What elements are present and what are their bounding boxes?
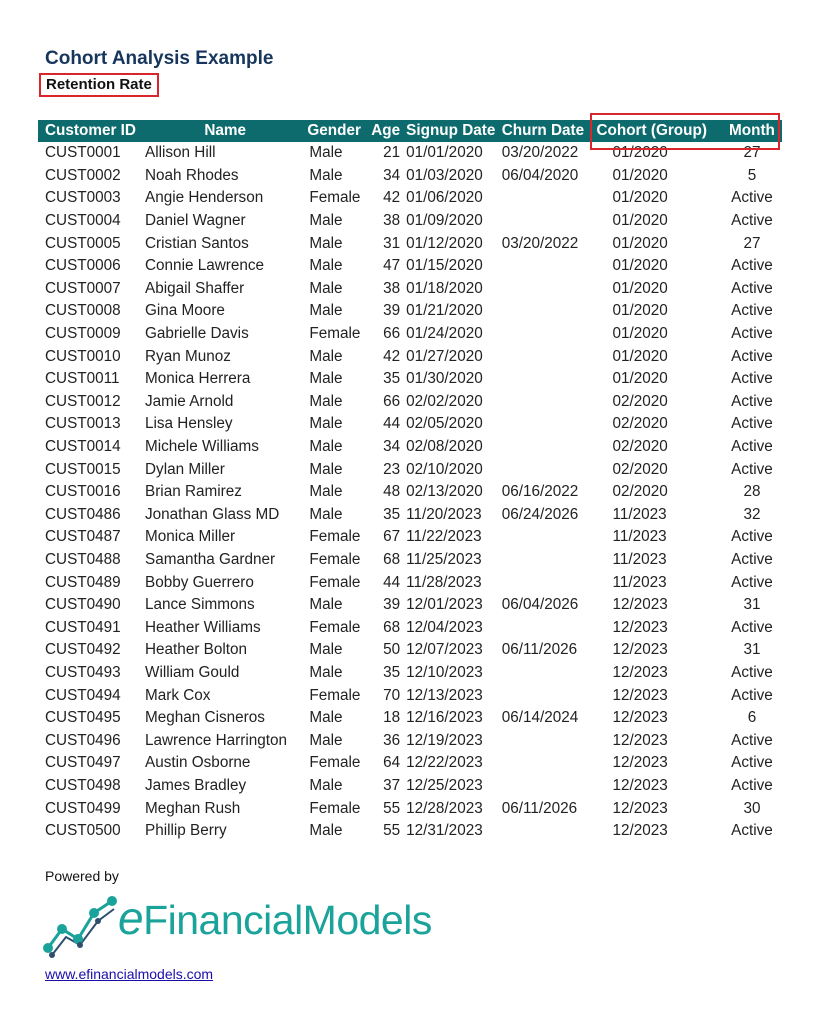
cell-name: Phillip Berry: [145, 822, 227, 840]
cell-customer-id: CUST0487: [45, 528, 121, 546]
table-body: [38, 142, 782, 842]
table-row: [38, 526, 782, 549]
cell-age: 55: [383, 799, 401, 817]
cell-age: 68: [383, 618, 401, 636]
cell-customer-id: CUST0006: [45, 257, 121, 275]
cell-name: Mark Cox: [145, 686, 211, 704]
cell-name: Gabrielle Davis: [145, 325, 249, 343]
cell-signup-date: 11/28/2023: [406, 573, 482, 591]
table-row: [38, 775, 782, 798]
cell-customer-id: CUST0499: [45, 799, 121, 817]
logo-rest: FinancialModels: [143, 897, 432, 943]
cell-month: Active: [731, 663, 773, 681]
cell-cohort: 12/2023: [612, 641, 668, 659]
cell-month: 31: [743, 641, 761, 659]
cell-age: 70: [383, 686, 401, 704]
cell-gender: Male: [309, 731, 343, 749]
cell-age: 18: [383, 709, 401, 727]
cell-month: 5: [747, 166, 757, 184]
cell-age: 35: [383, 663, 401, 681]
cell-churn-date: [500, 300, 593, 323]
cell-gender: Female: [309, 189, 361, 207]
header-cohort-group: Cohort (Group): [592, 120, 721, 142]
cell-cohort: 12/2023: [612, 686, 668, 704]
header-gender: Gender: [307, 120, 368, 142]
cell-cohort: 12/2023: [612, 799, 668, 817]
cell-cohort: 12/2023: [612, 618, 668, 636]
cell-signup-date: 12/28/2023: [406, 799, 483, 817]
cell-signup-date: 01/27/2020: [406, 347, 483, 365]
logo-e: e: [118, 892, 144, 944]
cell-customer-id: CUST0007: [45, 279, 121, 297]
cell-churn-date: [500, 413, 593, 436]
cell-signup-date: 11/22/2023: [406, 528, 482, 546]
cell-month: Active: [731, 731, 773, 749]
efinancialmodels-logo[interactable]: [40, 892, 432, 963]
cell-customer-id: CUST0013: [45, 415, 121, 433]
cell-gender: Male: [309, 641, 343, 659]
cell-age: 38: [383, 279, 401, 297]
cell-gender: Male: [309, 279, 343, 297]
cell-customer-id: CUST0489: [45, 573, 121, 591]
cell-customer-id: CUST0488: [45, 550, 121, 568]
cell-month: Active: [731, 686, 773, 704]
cell-month: Active: [731, 415, 773, 433]
cell-signup-date: 12/22/2023: [406, 754, 483, 772]
cell-customer-id: CUST0016: [45, 483, 121, 501]
table-row: [38, 458, 782, 481]
cell-age: 42: [383, 347, 401, 365]
cell-age: 47: [383, 257, 401, 275]
cell-gender: Male: [309, 505, 343, 523]
cell-gender: Female: [309, 618, 361, 636]
cell-customer-id: CUST0010: [45, 347, 121, 365]
cell-name: Jonathan Glass MD: [145, 505, 280, 523]
table-row: [38, 210, 782, 233]
cell-month: Active: [731, 325, 773, 343]
table-row: [38, 752, 782, 775]
cell-cohort: 01/2020: [612, 302, 668, 320]
table-row: [38, 278, 782, 301]
cell-signup-date: 01/24/2020: [406, 325, 483, 343]
header-customer-id: Customer ID: [38, 120, 143, 142]
cell-customer-id: CUST0497: [45, 754, 121, 772]
cell-customer-id: CUST0005: [45, 234, 121, 252]
cell-churn-date: 03/20/2022: [501, 144, 579, 162]
cell-name: Abigail Shaffer: [145, 279, 245, 297]
cell-gender: Male: [309, 257, 343, 275]
table-row: [38, 481, 782, 504]
cell-signup-date: 01/18/2020: [406, 279, 483, 297]
cell-age: 48: [383, 483, 401, 501]
cell-name: Dylan Miller: [145, 460, 225, 478]
cell-customer-id: CUST0012: [45, 392, 121, 410]
cell-signup-date: 01/21/2020: [406, 302, 483, 320]
table-row: [38, 820, 782, 843]
cell-cohort: 11/2023: [612, 505, 667, 523]
cell-age: 67: [383, 528, 401, 546]
cell-churn-date: [500, 549, 593, 572]
cell-name: Lance Simmons: [145, 596, 255, 614]
cell-month: Active: [731, 257, 773, 275]
cell-cohort: 01/2020: [612, 212, 668, 230]
cell-age: 44: [383, 415, 401, 433]
cell-name: Daniel Wagner: [145, 212, 246, 230]
cell-signup-date: 12/25/2023: [406, 776, 483, 794]
cell-gender: Female: [309, 573, 361, 591]
cell-cohort: 12/2023: [612, 754, 668, 772]
cell-churn-date: [500, 345, 593, 368]
cell-gender: Male: [309, 415, 343, 433]
cell-month: Active: [731, 550, 773, 568]
cell-churn-date: 06/11/2026: [501, 641, 578, 659]
cell-gender: Male: [309, 663, 343, 681]
cell-gender: Male: [309, 144, 343, 162]
cell-month: Active: [731, 618, 773, 636]
cell-age: 66: [383, 325, 401, 343]
cell-name: Meghan Rush: [145, 799, 241, 817]
cell-churn-date: [500, 436, 593, 459]
cell-name: Heather Williams: [145, 618, 261, 636]
cell-gender: Female: [309, 528, 361, 546]
cell-month: Active: [731, 392, 773, 410]
table-row: [38, 729, 782, 752]
cell-cohort: 02/2020: [612, 438, 668, 456]
cell-churn-date: [500, 255, 593, 278]
cell-month: Active: [731, 438, 773, 456]
cell-age: 38: [383, 212, 401, 230]
cell-cohort: 12/2023: [612, 596, 668, 614]
cell-age: 66: [383, 392, 401, 410]
cell-cohort: 12/2023: [612, 776, 668, 794]
cell-customer-id: CUST0491: [45, 618, 121, 636]
cell-cohort: 01/2020: [612, 347, 668, 365]
cell-cohort: 12/2023: [612, 822, 668, 840]
cell-signup-date: 01/01/2020: [406, 144, 483, 162]
header-name: Name: [143, 120, 307, 142]
document-title: Cohort Analysis Example: [45, 48, 274, 69]
cell-cohort: 11/2023: [612, 528, 667, 546]
cell-age: 42: [383, 189, 401, 207]
cell-gender: Male: [309, 370, 343, 388]
cell-customer-id: CUST0495: [45, 709, 121, 727]
table-row: [38, 142, 782, 165]
cell-name: William Gould: [145, 663, 240, 681]
cell-signup-date: 01/03/2020: [406, 166, 483, 184]
cell-name: Connie Lawrence: [145, 257, 265, 275]
cell-age: 50: [383, 641, 401, 659]
cell-name: Monica Miller: [145, 528, 236, 546]
cell-name: Allison Hill: [145, 144, 216, 162]
table-row: [38, 504, 782, 527]
table-row: [38, 616, 782, 639]
cell-churn-date: 06/04/2026: [501, 596, 579, 614]
cell-cohort: 01/2020: [612, 166, 668, 184]
cell-churn-date: [500, 278, 593, 301]
cell-gender: Male: [309, 709, 343, 727]
cell-churn-date: 06/24/2026: [501, 505, 579, 523]
cell-cohort: 11/2023: [612, 573, 667, 591]
cell-month: Active: [731, 573, 773, 591]
cell-cohort: 01/2020: [612, 370, 668, 388]
cell-month: 27: [743, 234, 761, 252]
cell-age: 64: [383, 754, 401, 772]
cell-cohort: 12/2023: [612, 709, 668, 727]
cell-churn-date: [500, 616, 593, 639]
cell-name: Meghan Cisneros: [145, 709, 265, 727]
cohort-table: [38, 120, 782, 842]
cell-gender: Male: [309, 776, 343, 794]
cell-signup-date: 01/30/2020: [406, 370, 483, 388]
cell-customer-id: CUST0008: [45, 302, 121, 320]
cell-cohort: 01/2020: [612, 234, 668, 252]
cell-month: Active: [731, 460, 773, 478]
cell-churn-date: [500, 368, 593, 391]
cell-signup-date: 12/04/2023: [406, 618, 483, 636]
cell-name: Angie Henderson: [145, 189, 264, 207]
cell-gender: Female: [309, 550, 361, 568]
table-row: [38, 707, 782, 730]
cell-month: Active: [731, 279, 773, 297]
table-row: [38, 187, 782, 210]
cell-churn-date: [500, 684, 593, 707]
cell-month: 27: [743, 144, 761, 162]
cell-month: Active: [731, 347, 773, 365]
table-row: [38, 797, 782, 820]
cell-customer-id: CUST0001: [45, 144, 121, 162]
cell-month: 30: [743, 799, 761, 817]
cell-churn-date: [500, 210, 593, 233]
cell-signup-date: 01/12/2020: [406, 234, 483, 252]
cell-cohort: 02/2020: [612, 392, 668, 410]
cell-signup-date: 02/13/2020: [406, 483, 483, 501]
cell-gender: Female: [309, 325, 361, 343]
cell-signup-date: 02/02/2020: [406, 392, 483, 410]
cell-age: 23: [383, 460, 401, 478]
header-month: Month: [722, 120, 782, 142]
cell-churn-date: [500, 526, 593, 549]
cell-churn-date: [500, 662, 593, 685]
cell-signup-date: 12/01/2023: [406, 596, 483, 614]
cell-customer-id: CUST0014: [45, 438, 121, 456]
cell-month: Active: [731, 189, 773, 207]
cell-customer-id: CUST0500: [45, 822, 121, 840]
cell-cohort: 12/2023: [612, 731, 668, 749]
table-row: [38, 413, 782, 436]
cell-gender: Female: [309, 686, 361, 704]
cell-churn-date: [500, 458, 593, 481]
cell-cohort: 01/2020: [612, 279, 668, 297]
cell-cohort: 01/2020: [612, 325, 668, 343]
cell-name: Samantha Gardner: [145, 550, 276, 568]
cell-age: 35: [383, 370, 401, 388]
cell-name: Michele Williams: [145, 438, 259, 456]
cell-signup-date: 11/25/2023: [406, 550, 482, 568]
table-row: [38, 436, 782, 459]
header-churn-date: Churn Date: [500, 120, 593, 142]
cell-signup-date: 01/15/2020: [406, 257, 483, 275]
cell-age: 68: [383, 550, 401, 568]
header-age: Age: [368, 120, 402, 142]
cell-name: James Bradley: [145, 776, 247, 794]
cell-churn-date: 06/04/2020: [501, 166, 579, 184]
cell-signup-date: 12/19/2023: [406, 731, 483, 749]
cell-age: 39: [383, 596, 401, 614]
table-row: [38, 639, 782, 662]
cell-age: 36: [383, 731, 401, 749]
cell-customer-id: CUST0494: [45, 686, 121, 704]
cell-signup-date: 02/08/2020: [406, 438, 483, 456]
cell-month: 28: [743, 483, 761, 501]
table-row: [38, 345, 782, 368]
cell-churn-date: [500, 752, 593, 775]
cell-gender: Male: [309, 212, 343, 230]
cell-churn-date: [500, 391, 593, 414]
cell-gender: Male: [309, 166, 343, 184]
cell-month: Active: [731, 822, 773, 840]
cell-signup-date: 11/20/2023: [406, 505, 482, 523]
cell-name: Cristian Santos: [145, 234, 249, 252]
cell-cohort: 02/2020: [612, 483, 668, 501]
cell-signup-date: 12/31/2023: [406, 822, 483, 840]
cell-churn-date: [500, 729, 593, 752]
cell-signup-date: 01/06/2020: [406, 189, 483, 207]
cell-name: Gina Moore: [145, 302, 225, 320]
cell-age: 21: [383, 144, 401, 162]
cell-gender: Female: [309, 799, 361, 817]
cell-age: 34: [383, 166, 401, 184]
cell-churn-date: 06/11/2026: [501, 799, 578, 817]
cell-churn-date: [500, 820, 593, 843]
cell-customer-id: CUST0492: [45, 641, 121, 659]
cell-month: Active: [731, 776, 773, 794]
cell-age: 39: [383, 302, 401, 320]
cell-customer-id: CUST0009: [45, 325, 121, 343]
subtitle-retention-rate: Retention Rate: [39, 73, 159, 97]
cell-name: Monica Herrera: [145, 370, 251, 388]
cell-churn-date: [500, 187, 593, 210]
cell-name: Austin Osborne: [145, 754, 251, 772]
chart-line-logo-icon: [40, 893, 120, 963]
cell-signup-date: 12/13/2023: [406, 686, 483, 704]
header-signup-date: Signup Date: [402, 120, 500, 142]
table-row: [38, 549, 782, 572]
cell-cohort: 01/2020: [612, 257, 668, 275]
table-row: [38, 594, 782, 617]
cell-signup-date: 12/16/2023: [406, 709, 483, 727]
table-row: [38, 255, 782, 278]
cell-month: 31: [743, 596, 761, 614]
table-row: [38, 571, 782, 594]
cell-gender: Male: [309, 822, 343, 840]
cell-customer-id: CUST0002: [45, 166, 121, 184]
cell-customer-id: CUST0486: [45, 505, 121, 523]
cell-name: Lisa Hensley: [145, 415, 233, 433]
cell-month: Active: [731, 528, 773, 546]
cell-customer-id: CUST0498: [45, 776, 121, 794]
cell-gender: Male: [309, 596, 343, 614]
cell-churn-date: [500, 323, 593, 346]
cell-age: 44: [383, 573, 401, 591]
cell-customer-id: CUST0015: [45, 460, 121, 478]
cell-month: 32: [743, 505, 761, 523]
table-row: [38, 165, 782, 188]
table-row: [38, 300, 782, 323]
table-row: [38, 368, 782, 391]
cell-customer-id: CUST0490: [45, 596, 121, 614]
cell-churn-date: 03/20/2022: [501, 234, 579, 252]
cell-churn-date: 06/14/2024: [501, 709, 579, 727]
cell-gender: Male: [309, 438, 343, 456]
cell-cohort: 02/2020: [612, 415, 668, 433]
cell-customer-id: CUST0011: [45, 370, 120, 388]
logo-wordmark: [118, 891, 432, 945]
cell-name: Jamie Arnold: [145, 392, 234, 410]
cell-age: 34: [383, 438, 401, 456]
cell-name: Bobby Guerrero: [145, 573, 254, 591]
cell-signup-date: 12/07/2023: [406, 641, 483, 659]
cell-gender: Male: [309, 347, 343, 365]
cell-name: Ryan Munoz: [145, 347, 231, 365]
cell-cohort: 02/2020: [612, 460, 668, 478]
cell-month: 6: [747, 709, 757, 727]
cell-signup-date: 02/10/2020: [406, 460, 483, 478]
table-row: [38, 684, 782, 707]
cell-customer-id: CUST0493: [45, 663, 121, 681]
cell-gender: Male: [309, 302, 343, 320]
cell-name: Brian Ramirez: [145, 483, 242, 501]
cell-age: 35: [383, 505, 401, 523]
cell-gender: Male: [309, 234, 343, 252]
cell-signup-date: 01/09/2020: [406, 212, 483, 230]
powered-by-label: Powered by: [45, 868, 119, 884]
cell-churn-date: 06/16/2022: [501, 483, 579, 501]
table-row: [38, 391, 782, 414]
cell-churn-date: [500, 775, 593, 798]
cell-gender: Male: [309, 460, 343, 478]
cell-cohort: 12/2023: [612, 663, 668, 681]
cell-customer-id: CUST0496: [45, 731, 121, 749]
website-link[interactable]: www.efinancialmodels.com: [45, 966, 214, 982]
cell-name: Heather Bolton: [145, 641, 248, 659]
cell-month: Active: [731, 754, 773, 772]
cell-month: Active: [731, 212, 773, 230]
cell-customer-id: CUST0004: [45, 212, 121, 230]
table-row: [38, 662, 782, 685]
cell-cohort: 01/2020: [612, 189, 668, 207]
cell-customer-id: CUST0003: [45, 189, 121, 207]
cell-cohort: 11/2023: [612, 550, 667, 568]
cell-age: 37: [383, 776, 401, 794]
cell-signup-date: 12/10/2023: [406, 663, 483, 681]
cell-month: Active: [731, 302, 773, 320]
cell-name: Noah Rhodes: [145, 166, 239, 184]
cell-age: 55: [383, 822, 401, 840]
table-header-row: [38, 120, 782, 142]
cell-gender: Male: [309, 392, 343, 410]
cell-gender: Male: [309, 483, 343, 501]
cell-age: 31: [383, 234, 401, 252]
cell-name: Lawrence Harrington: [145, 731, 287, 749]
cell-gender: Female: [309, 754, 361, 772]
table-row: [38, 323, 782, 346]
cell-churn-date: [500, 571, 593, 594]
cell-signup-date: 02/05/2020: [406, 415, 483, 433]
cell-month: Active: [731, 370, 773, 388]
table-row: [38, 232, 782, 255]
cell-cohort: 01/2020: [612, 144, 668, 162]
